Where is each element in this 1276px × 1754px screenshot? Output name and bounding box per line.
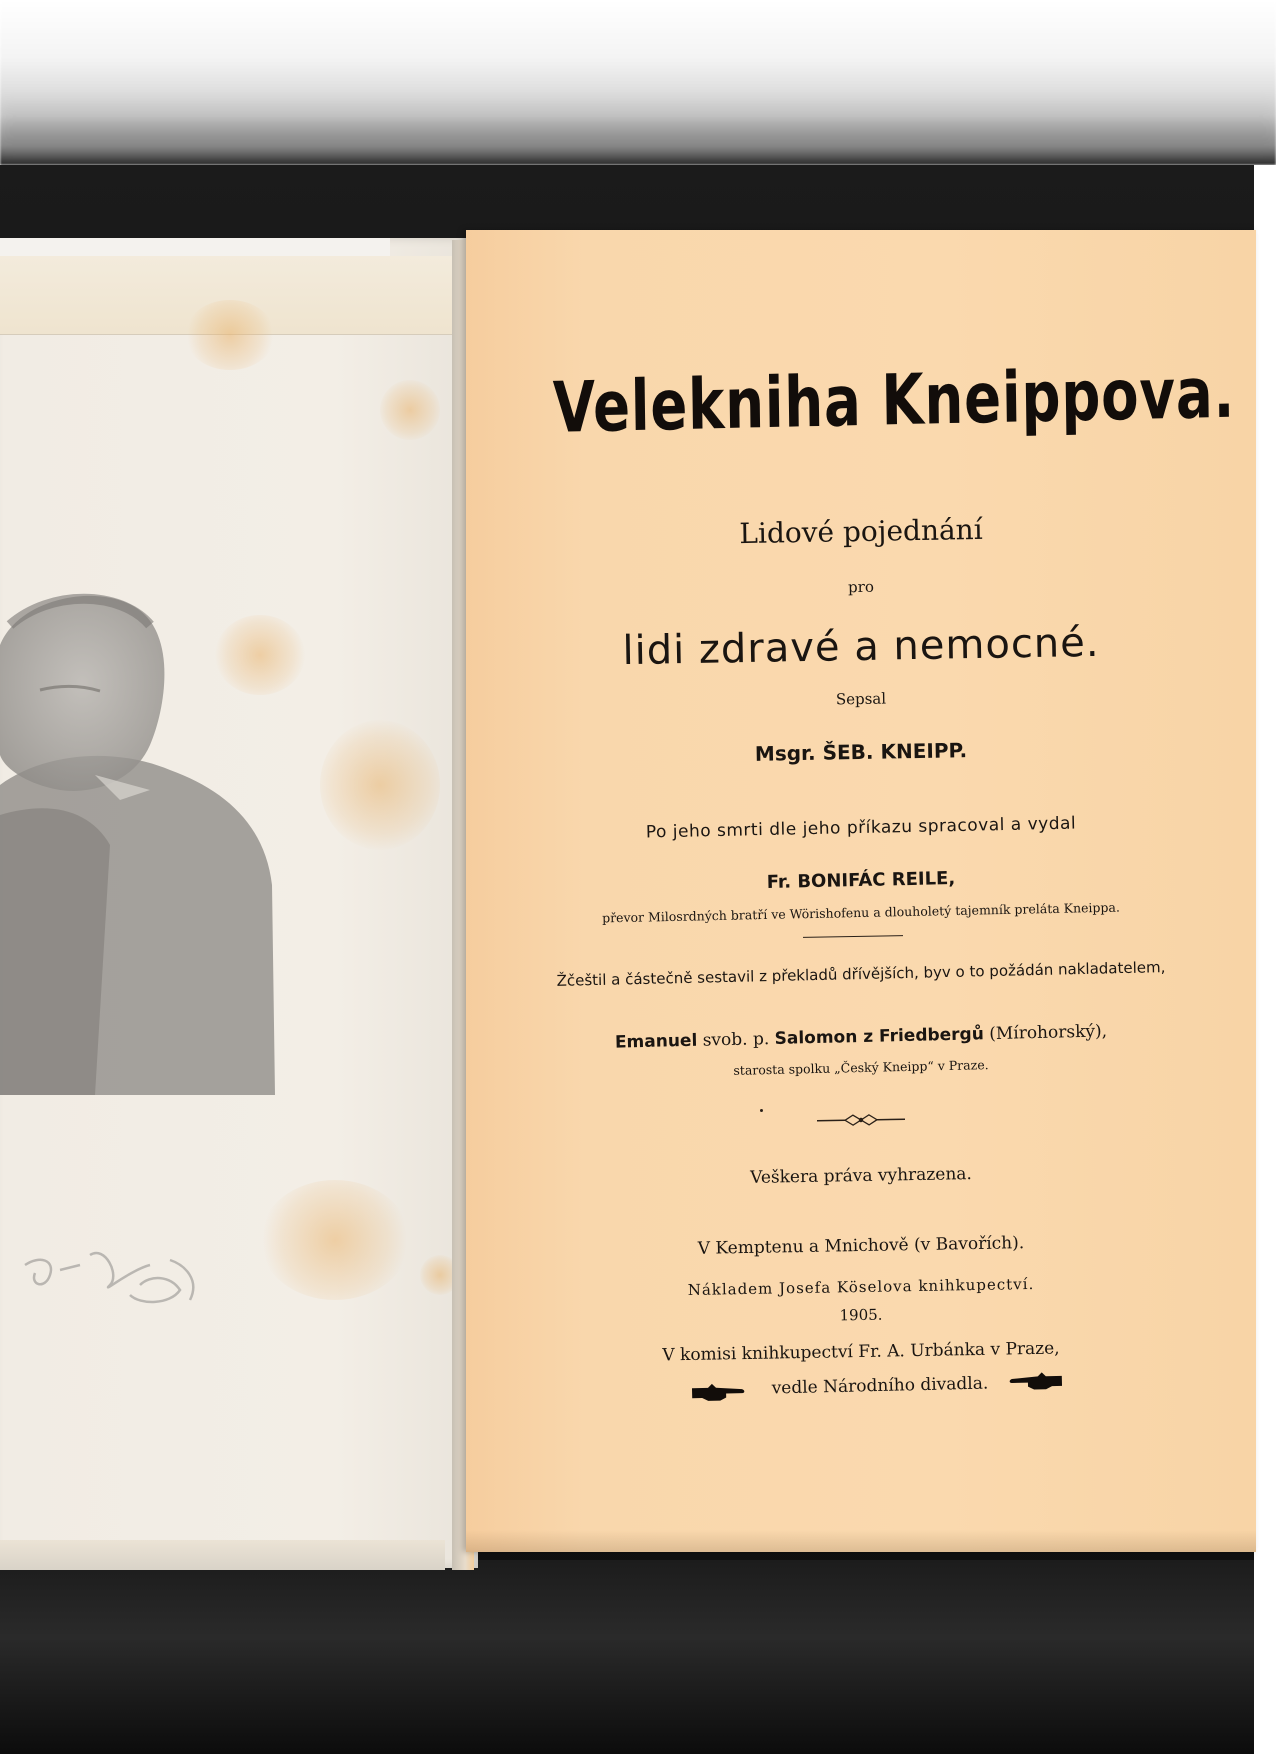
- written-by-label: Sepsal: [835, 689, 887, 709]
- editor-description: převor Milosrdných bratří ve Wörishofenu a dlouholetý tajemník preláta Kneippa.: [601, 899, 1121, 926]
- facing-page-bottom-edge: [0, 1540, 445, 1570]
- foxing-stain: [185, 300, 275, 370]
- blurred-background-top: [0, 0, 1276, 165]
- translator-alias: (Mírohorský),: [989, 1021, 1108, 1045]
- translator-title: svob. p.: [702, 1029, 770, 1051]
- subtitle-connector: pro: [847, 577, 875, 597]
- scan-margin-right: [1254, 165, 1276, 1754]
- translator-description: starosta spolku „Český Kneipp“ v Praze.: [733, 1057, 989, 1078]
- facing-page-top-edge: [0, 238, 390, 257]
- editor-intro: Po jeho smrti dle jeho příkazu spracoval a vydal: [645, 813, 1077, 843]
- subtitle-line-2: lidi zdravé a nemocné.: [622, 619, 1100, 675]
- commission-line: V komisi knihkupectví Fr. A. Urbánka v Praze,: [662, 1338, 1060, 1366]
- publication-year: 1905.: [839, 1305, 883, 1325]
- translator-surname: Salomon z Friedbergů: [774, 1024, 985, 1049]
- pointing-hand-right-icon: [690, 1381, 746, 1404]
- translator-first-name: Emanuel: [614, 1030, 698, 1053]
- editor-name: Fr. BONIFÁC REILE,: [766, 868, 956, 893]
- author-name: Msgr. ŠEB. KNEIPP.: [754, 738, 968, 766]
- subtitle-line-1: Lidové pojednání: [739, 512, 983, 551]
- portrait-engraving: [0, 585, 275, 1095]
- title-page-bottom-shadow: [466, 1530, 1256, 1552]
- pointing-hand-left-icon: [1008, 1370, 1064, 1393]
- rights-reserved: Veškera práva vyhrazena.: [749, 1164, 973, 1188]
- ink-dot: [760, 1109, 763, 1112]
- book-title: Velekniha Kneippova.: [552, 351, 1236, 449]
- location-text: vedle Národního divadla.: [771, 1373, 989, 1399]
- publication-place: V Kemptenu a Mnichově (v Bavořích).: [697, 1233, 1025, 1259]
- foxing-stain: [260, 1180, 410, 1300]
- translation-note: Žčeštil a částečně sestavil z překladů dřívějších, byv o to požádán nakladatelem,: [556, 958, 1166, 990]
- ornament-icon: [815, 1111, 907, 1129]
- foxing-stain: [380, 380, 440, 440]
- dark-background-bottom: [0, 1560, 1276, 1754]
- foxing-stain: [320, 720, 440, 850]
- facing-page-signature: [20, 1235, 220, 1325]
- publisher-line: Nákladem Josefa Köselova knihkupectví.: [687, 1274, 1035, 1300]
